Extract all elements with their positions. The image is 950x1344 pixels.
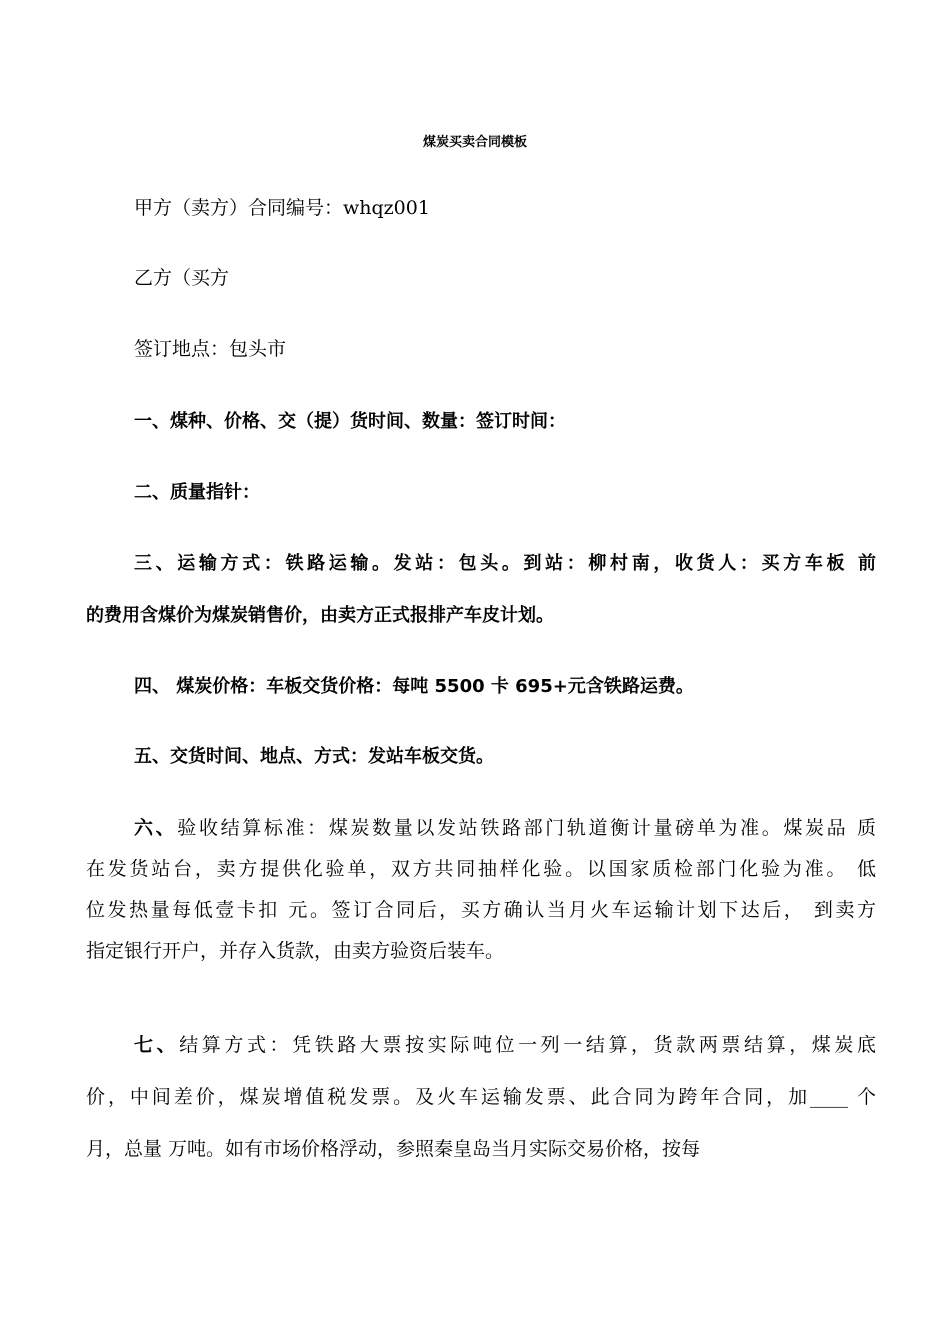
section-6-line-3: 位发热量每低壹卡扣 元。签订合同后，买方确认当月火车运输计划下达后， 到卖方: [86, 899, 876, 921]
section-3-line-1: 三、运输方式：铁路运输。发站：包头。到站：柳村南，收货人：买方车板 前: [134, 553, 876, 574]
section-7-line-1: [86, 1027, 876, 1064]
section-6-line-1-text: 验收结算标准：煤炭数量以发站铁路部门轨道衡计量磅单为准。煤炭品 质: [177, 817, 876, 839]
signing-place-text: 签订地点：包头市: [134, 338, 287, 360]
section-5-text: 五、交货时间、地点、方式：发站车板交货。: [134, 746, 494, 767]
section-2: [86, 474, 876, 511]
party-a-line: [86, 190, 876, 227]
section-6-line-2: 在发货站台，卖方提供化验单，双方共同抽样化验。以国家质检部门化验为准。 低: [86, 858, 876, 880]
signing-place-line: [86, 331, 876, 368]
section-3-line-2: 的费用含煤价为煤炭销售价，由卖方正式报排产车皮计划。: [86, 605, 554, 626]
section-4: [86, 668, 876, 705]
section-3: [86, 545, 876, 634]
party-a-text: 甲方（卖方）合同编号：whqz001: [134, 197, 430, 219]
section-1-text: 一、煤种、价格、交（提）货时间、数量：签订时间：: [134, 411, 566, 432]
section-6: [86, 810, 876, 970]
section-4-text: 四、 煤炭价格：车板交货价格：每吨 5500 卡 695+元含铁路运费。: [134, 676, 694, 697]
section-6-line-4: 指定银行开户，并存入货款，由卖方验资后装车。: [86, 940, 505, 962]
party-b-text: 乙方（买方: [134, 267, 230, 289]
section-7-heading: 七、: [134, 1034, 180, 1056]
section-5: [86, 738, 876, 775]
section-6-heading: 六、: [134, 817, 178, 839]
document-title: 煤炭买卖合同模板: [422, 135, 527, 150]
section-1: [86, 403, 876, 440]
section-7: [86, 1027, 876, 1168]
section-2-text: 二、质量指针：: [134, 482, 260, 503]
section-7-line-1-text: 结算方式：凭铁路大票按实际吨位一列一结算，货款两票结算，煤炭底: [179, 1034, 876, 1056]
section-6-line-1: [86, 810, 876, 847]
section-7-line-2: 价，中间差价，煤炭增值税发票。及火车运输发票、此合同为跨年合同，加____ 个: [86, 1086, 876, 1108]
party-b-line: [86, 260, 876, 297]
section-7-line-3: 月，总量 万吨。如有市场价格浮动，参照秦皇岛当月实际交易价格，按每: [86, 1138, 701, 1160]
